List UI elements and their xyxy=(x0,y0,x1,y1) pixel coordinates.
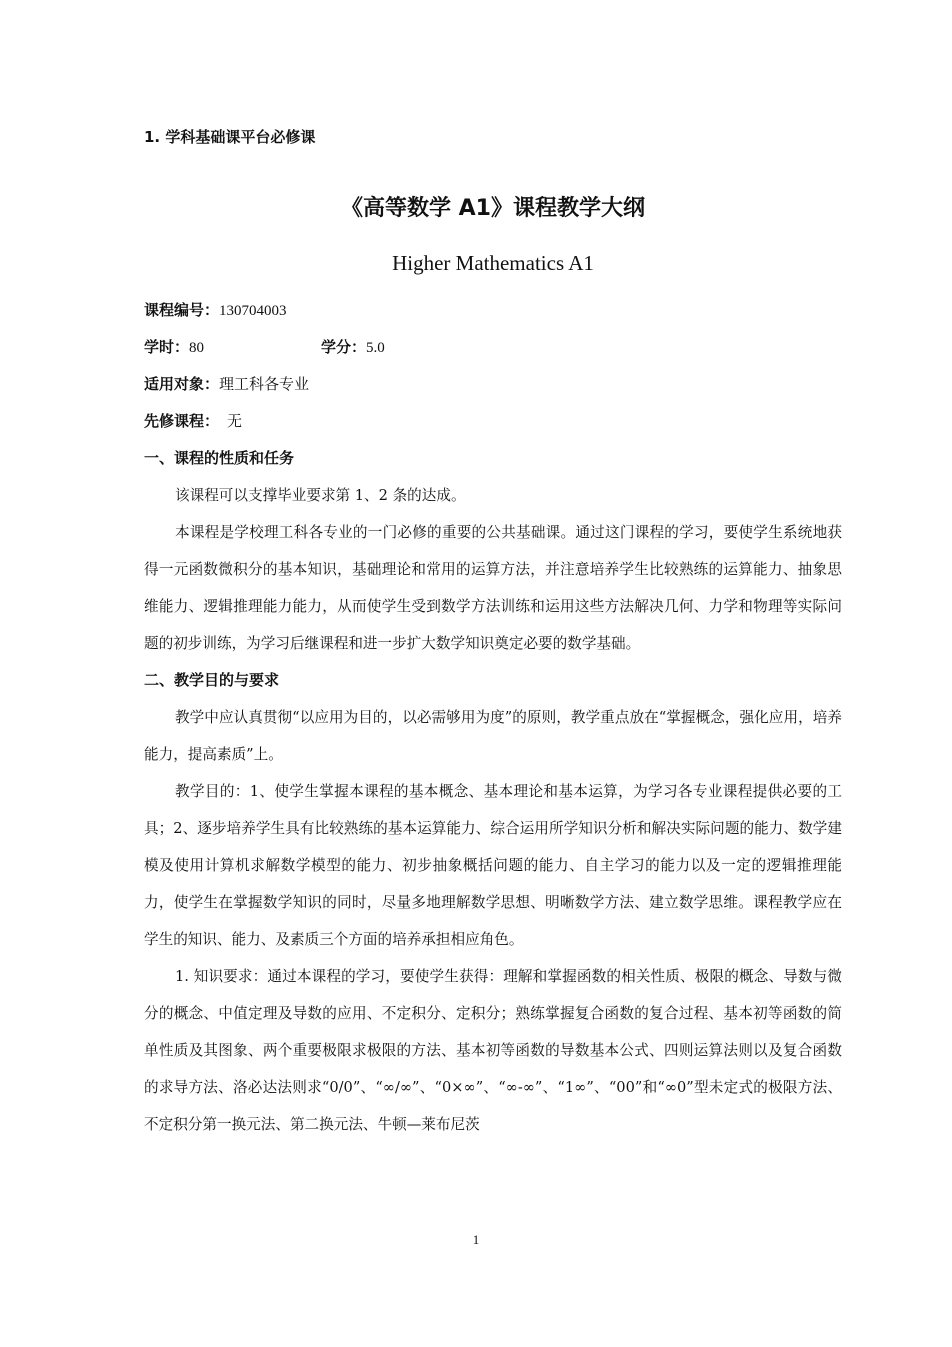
credits-group xyxy=(321,329,385,367)
course-code-label: 课程编号： xyxy=(144,301,220,319)
hours-credits-row xyxy=(144,329,842,366)
course-code-row xyxy=(144,292,842,329)
audience-label: 适用对象： xyxy=(144,375,220,393)
paragraph: 本课程是学校理工科各专业的一门必修的重要的公共基础课。通过这门课程的学习，要使学生系统地获得一元函数微积分的基本知识，基础理论和常用的运算方法，并注意培养学生比较熟练的运算能力、抽象思维能力、逻辑推理能力能力，从而使学生受到数学方法训练和运用这些方法解决几何、力学和物理等实际问题的初步训练，为学习后继课程和进一步扩大数学知识奠定必要的数学基础。 xyxy=(144,524,842,652)
prerequisite-value: 无 xyxy=(227,414,243,430)
document-title: 《高等数学 A1》课程教学大纲 xyxy=(341,196,645,221)
audience-value: 理工科各专业 xyxy=(219,377,310,393)
prerequisite-label: 先修课程： xyxy=(144,412,220,430)
paragraph: 教学中应认真贯彻“以应用为目的，以必需够用为度”的原则，教学重点放在“掌握概念，强化应用，培养能力，提高素质”上。 xyxy=(144,709,842,763)
credits-value: 5.0 xyxy=(366,340,385,356)
page-number: 1 xyxy=(472,1232,480,1247)
audience-row xyxy=(144,366,842,403)
credits-label: 学分： xyxy=(321,338,367,356)
course-category-label: 1. 学科基础课平台必修课 xyxy=(144,128,316,146)
paragraph: 1. 知识要求：通过本课程的学习，要使学生获得：理解和掌握函数的相关性质、极限的概念、导数与微分的概念、中值定理及导数的应用、不定积分、定积分；熟练掌握复合函数的复合过程、基本初等函数的简单性质及其图象、两个重要极限求极限的方法、基本初等函数的导数基本公式、四则运算法则以及复合函数的求导方法、洛必达法则求“0/0”、“∞/∞”、“0×∞”、“∞-∞”、“1∞”、“00”和“∞0”型未定式的极限方法、不定积分第一换元法、第二换元法、牛顿—莱布尼茨 xyxy=(144,968,842,1133)
paragraph: 该课程可以支撑毕业要求第 1、2 条的达成。 xyxy=(175,487,466,504)
page-content xyxy=(144,120,842,1143)
paragraph: 教学目的：1、使学生掌握本课程的基本概念、基本理论和基本运算，为学习各专业课程提供必要的工具；2、逐步培养学生具有比较熟练的基本运算能力、综合运用所学知识分析和解决实际问题的能力、数学建模及使用计算机求解数学模型的能力、初步抽象概括问题的能力、自主学习的能力以及一定的逻辑推理能力，使学生在掌握数学知识的同时，尽量多地理解数学思想、明晰数学方法、建立数学思维。课程教学应在学生的知识、能力、及素质三个方面的培养承担相应角色。 xyxy=(144,783,842,948)
document-subtitle: Higher Mathematics A1 xyxy=(392,251,594,275)
prerequisite-row xyxy=(144,403,842,440)
course-code-value: 130704003 xyxy=(219,303,287,319)
section-heading-nature: 一、课程的性质和任务 xyxy=(144,449,295,467)
hours-label: 学时： xyxy=(144,338,190,356)
section-heading-objectives: 二、教学目的与要求 xyxy=(144,671,280,689)
hours-value: 80 xyxy=(189,340,205,356)
